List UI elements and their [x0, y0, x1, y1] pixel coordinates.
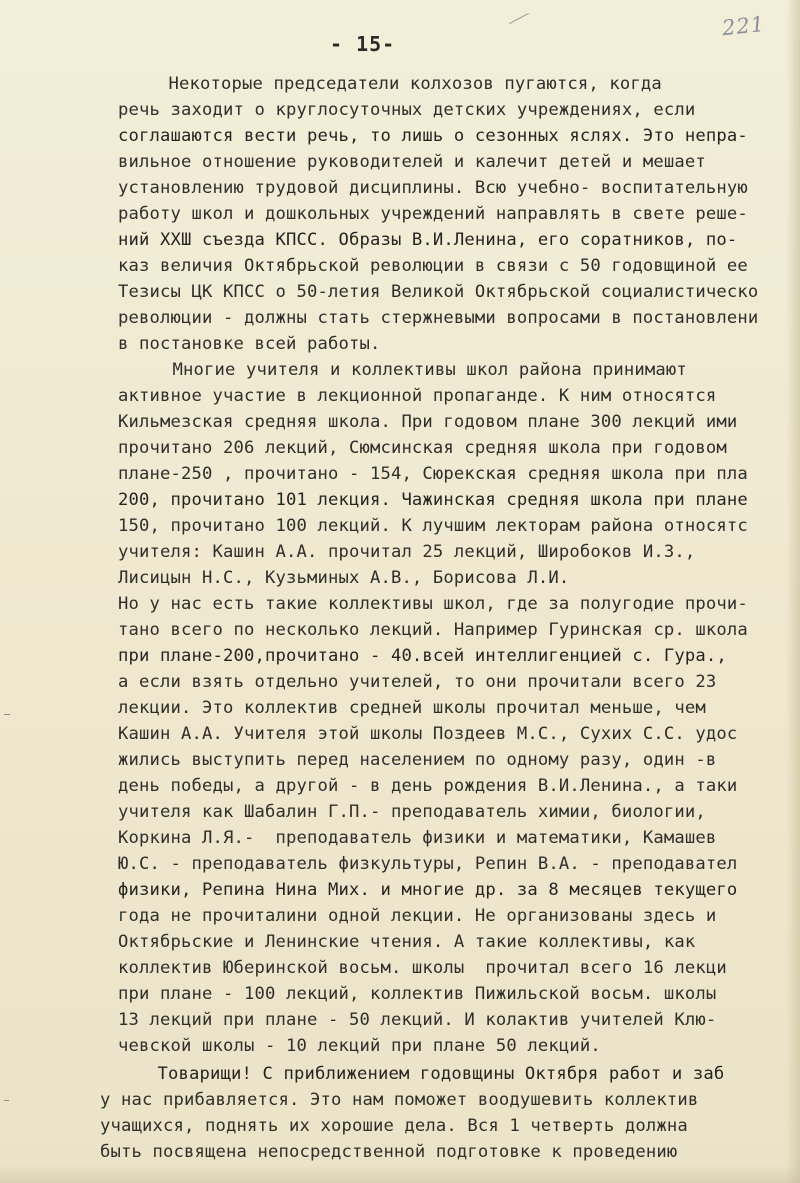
text-line: Товарищи! С приближением годовщины Октября работ и заб	[126, 1064, 725, 1084]
typewritten-text-block	[100, 72, 800, 1172]
text-line: учителя: Кашин А.А. прочитал 25 лекций, Широбоков И.З.,	[118, 542, 696, 562]
text-line: Кильмезская средняя школа. При годовом плане 300 лекций ими	[118, 412, 738, 432]
text-line: у нас прибавляется. Это нам поможет воодушевить коллектив	[100, 1090, 699, 1110]
text-line: 200, прочитано 101 лекция. Чажинская средняя школа при плане	[118, 490, 748, 510]
text-line: а если взять отдельно учителей, то они прочитали всего 23	[118, 672, 717, 692]
text-line: Лисицын Н.С., Кузьминых А.В., Борисова Л.И.	[118, 568, 570, 588]
text-line: Но у нас есть такие коллективы школ, где за полугодие прочи-	[118, 594, 748, 614]
text-line: соглашаются вести речь, то лишь о сезонных яслях. Это непра-	[118, 126, 748, 146]
text-line: прочитано 206 лекций, Сюмсинская средняя школа при годовом	[118, 438, 727, 458]
text-line: учителя как Шабалин Г.П.- преподаватель химии, биологии,	[118, 802, 706, 822]
text-line: революции - должны стать стержневыми вопросами в постановлени	[118, 308, 759, 328]
text-line: быть посвящена непосредственной подготовке к проведению	[100, 1142, 678, 1162]
text-line: физики, Репина Нина Мих. и многие др. за 8 месяцев текущего	[118, 880, 738, 900]
text-line: плане-250 , прочитано - 154, Сюрекская средняя школа при пла	[118, 464, 748, 484]
pencil-mark	[509, 13, 529, 24]
margin-mark	[4, 1100, 9, 1101]
text-line: коллектив Юберинской восьм. школы прочитал всего 16 лекци	[118, 958, 727, 978]
text-line: речь заходит о круглосуточных детских учреждениях, если	[118, 100, 696, 120]
text-line: жились выступить перед населением по одному разу, один -в	[118, 750, 717, 770]
text-line: лекции. Это коллектив средней школы прочитал меньше, чем	[118, 698, 706, 718]
text-line: в постановке всей работы.	[118, 334, 381, 354]
text-line: Коркина Л.Я.- преподаватель физики и математики, Камашев	[118, 828, 717, 848]
text-line: при плане-200,прочитано - 40.всей интеллигенцией с. Гура.,	[118, 646, 727, 666]
text-line: Октябрьские и Ленинские чтения. А такие коллективы, как	[118, 932, 696, 952]
text-line: день победы, а другой - в день рождения В.И.Ленина., а таки	[118, 776, 738, 796]
text-line: работу школ и дошкольных учреждений направлять в свете реше-	[118, 204, 748, 224]
text-line: 13 лекций при плане - 50 лекций. И колактив учителей Клю-	[118, 1010, 717, 1030]
text-line: 150, прочитано 100 лекций. К лучшим лекторам района относятс	[118, 516, 748, 536]
text-line: каз величия Октябрьской революции в связи с 50 годовщиной ее	[118, 256, 748, 276]
text-line: чевской школы - 10 лекций при плане 50 лекций.	[118, 1036, 601, 1056]
margin-mark	[4, 714, 10, 715]
text-line: ний XXШ съезда КПСС. Образы В.И.Ленина, его соратников, по-	[118, 230, 738, 250]
text-line: Многие учителя и коллективы школ района принимают	[120, 360, 687, 380]
text-line: вильное отношение руководителей и калечит детей и мешает	[118, 152, 706, 172]
text-line: Ю.С. - преподаватель физкультуры, Репин В.А. - преподавател	[118, 854, 738, 874]
text-line: при плане - 100 лекций, коллектив Пижильской восьм. школы	[118, 984, 717, 1004]
text-line: активное участие в лекционной пропаганде. К ним относятся	[118, 386, 717, 406]
text-line: года не прочиталини одной лекции. Не организованы здесь и	[118, 906, 717, 926]
page-number: - 15-	[330, 32, 396, 56]
text-line: Некоторые председатели колхозов пугаются, когда	[116, 74, 662, 94]
text-line: учащихся, поднять их хорошие дела. Вся 1 четверть должна	[100, 1116, 688, 1136]
text-line: тано всего по несколько лекций. Например Гуринская ср. школа	[118, 620, 748, 640]
text-line: установлению трудовой дисциплины. Всю учебно- воспитательную	[118, 178, 748, 198]
text-line: Кашин А.А. Учителя этой школы Поздеев М.С., Сухих С.С. удос	[118, 724, 738, 744]
text-line: Тезисы ЦК КПСС о 50-летия Великой Октябрьской социалистическо	[118, 282, 759, 302]
archive-folio-number: 221	[720, 11, 767, 41]
